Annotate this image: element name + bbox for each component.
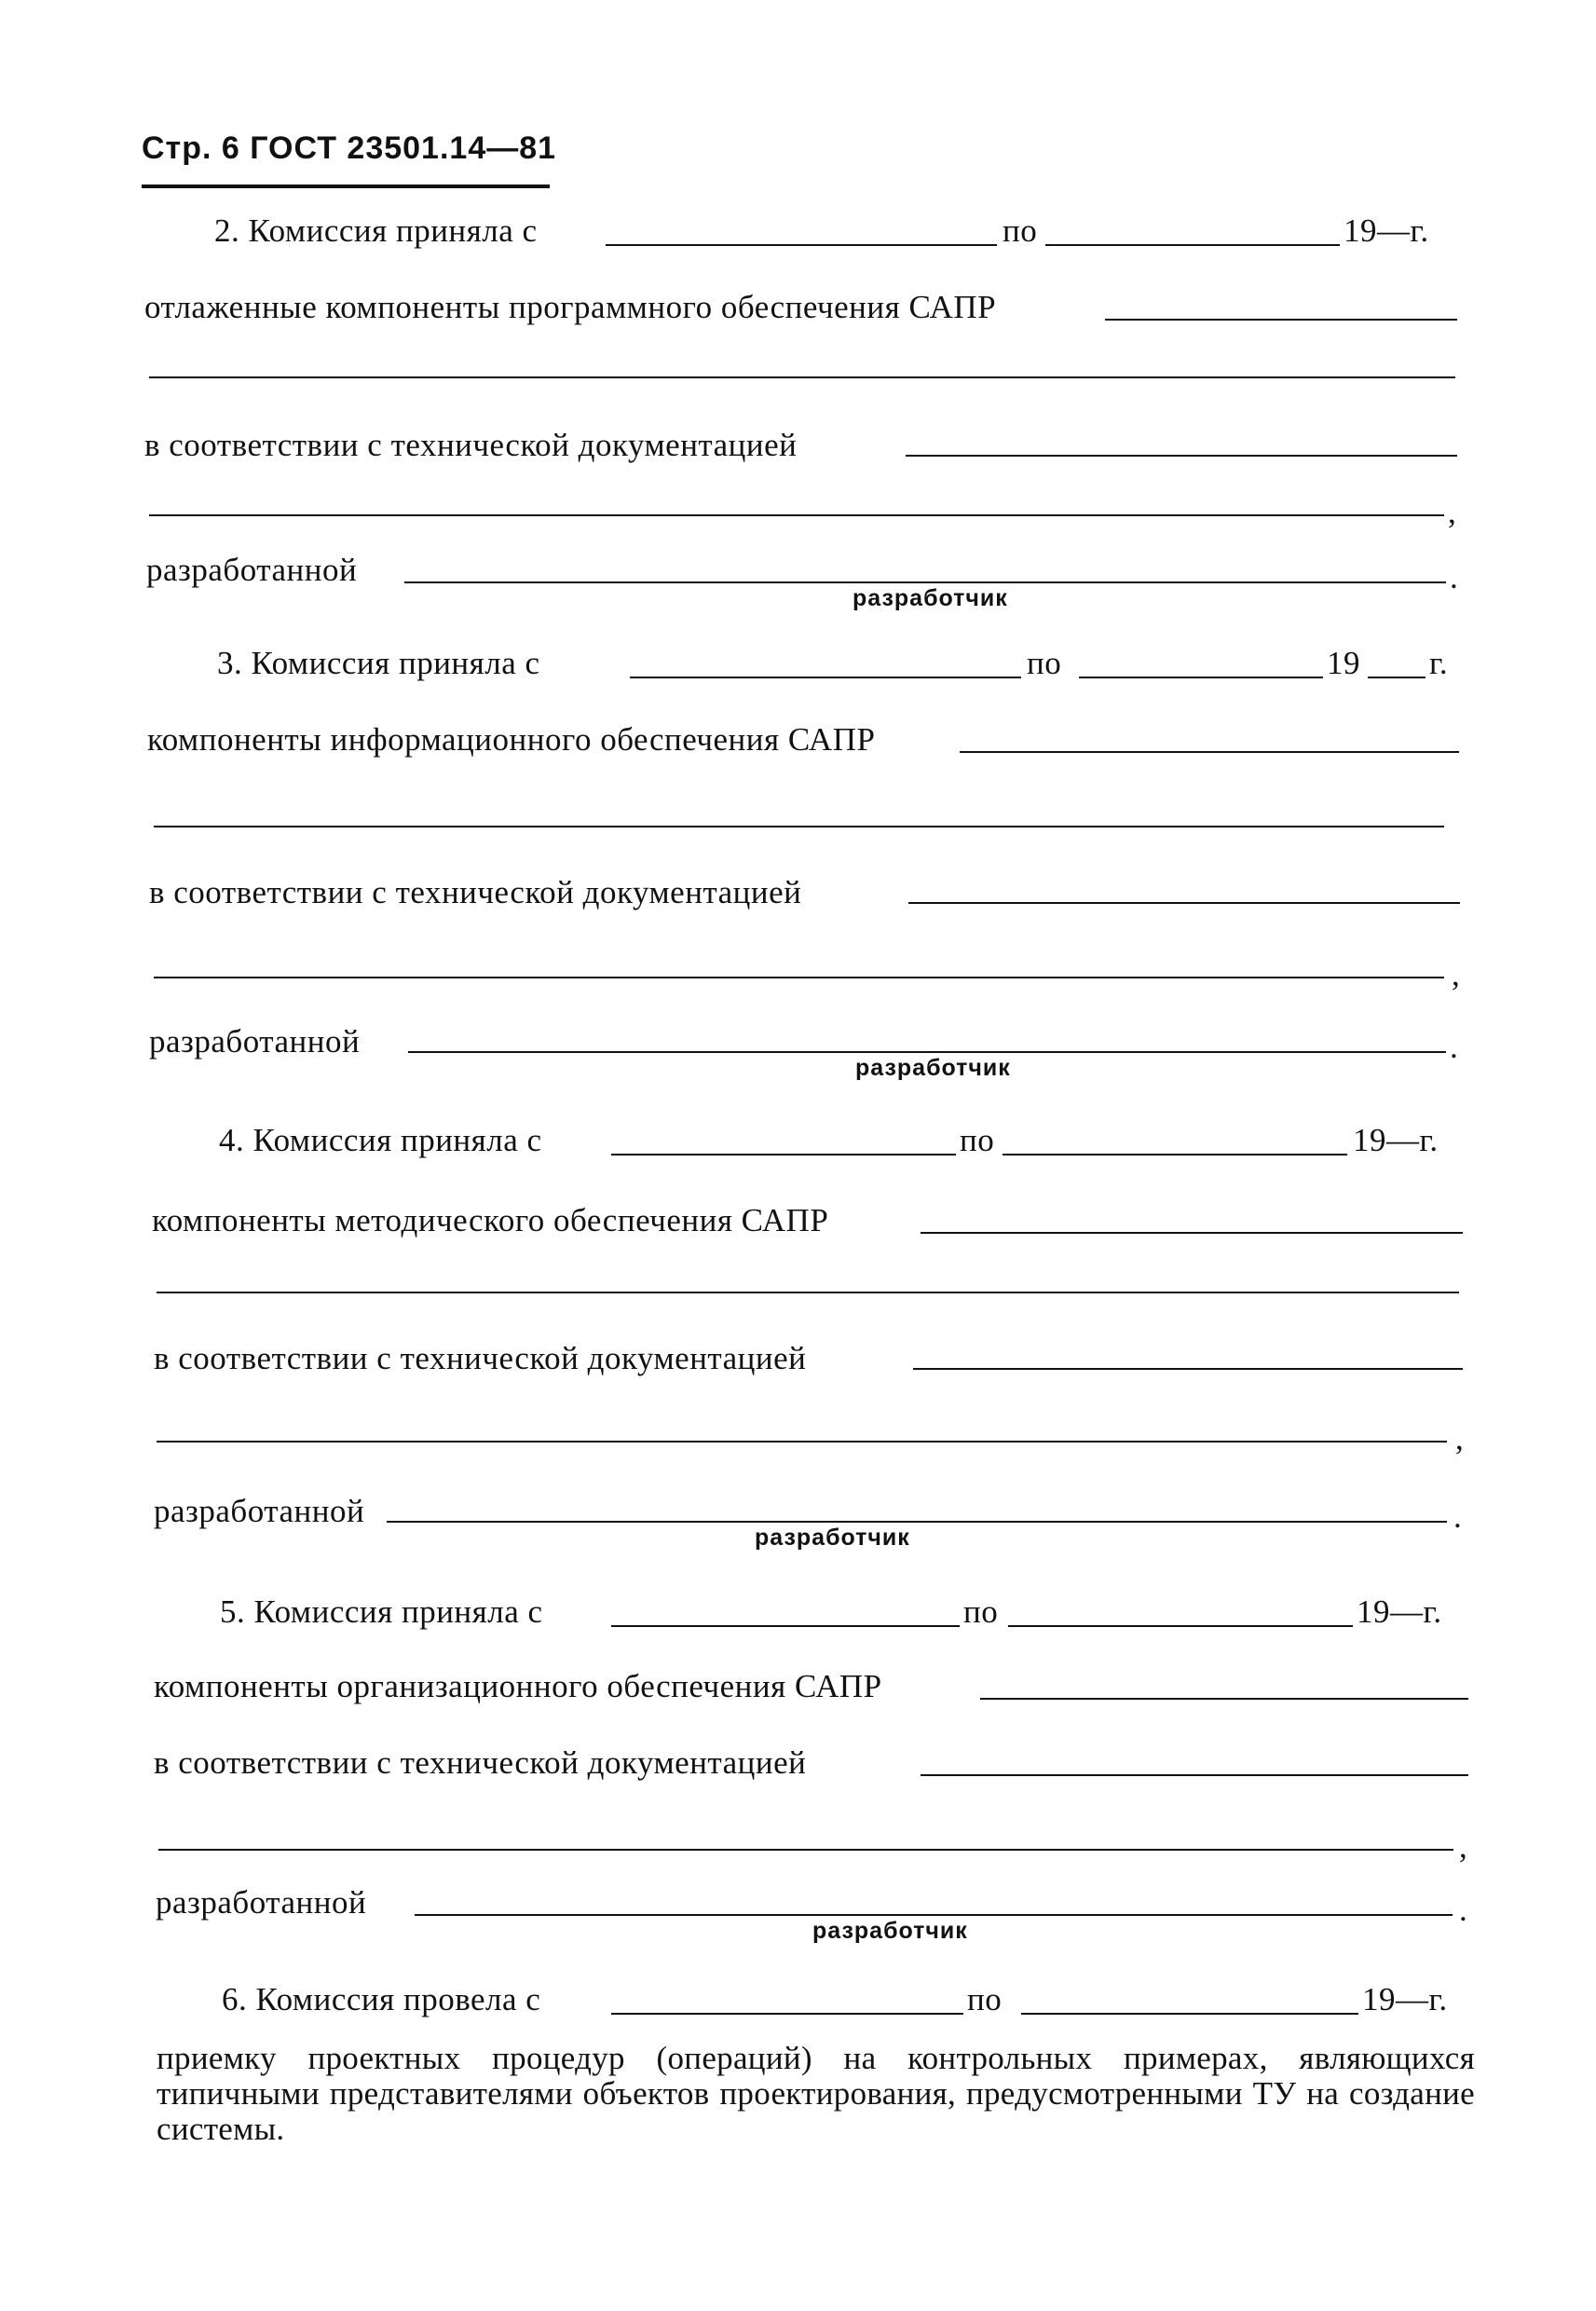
item-5-developer-caption: разработчик (812, 1918, 968, 1944)
item-5-subject-field[interactable] (980, 1698, 1468, 1700)
item-6-closing-paragraph: приемку проектных процедур (операций) на контрольных примерах, являющихся типичными представителями объектов проектирования, предусмотренными ТУ на создание системы. (157, 2040, 1475, 2147)
item-2-comma: , (1448, 494, 1457, 530)
item-6-po: по (967, 1981, 1003, 2017)
item-6-from-date-field[interactable] (611, 2013, 963, 2015)
item-5-docs-field-2[interactable] (158, 1849, 1453, 1851)
item-4-lead: 4. Комиссия приняла с (219, 1122, 542, 1158)
item-2-subject-field[interactable] (1105, 319, 1457, 321)
item-4-period: . (1453, 1498, 1463, 1535)
item-6-to-date-field[interactable] (1021, 2013, 1358, 2015)
item-4-accordance: в соответствии с технической документацией (154, 1340, 807, 1376)
item-4-subject: компоненты методического обеспечения САПР (152, 1202, 829, 1238)
item-3-to-date-field[interactable] (1079, 677, 1323, 678)
item-2-period: . (1450, 559, 1459, 595)
item-4-docs-field[interactable] (913, 1368, 1463, 1370)
header-rule (142, 185, 550, 188)
item-3-subject-field-2[interactable] (154, 826, 1444, 827)
item-2-subject-field-2[interactable] (149, 376, 1455, 378)
item-5-accordance: в соответствии с технической документацией (154, 1744, 807, 1781)
item-3-developed: разработанной (149, 1023, 361, 1060)
item-4-year: 19—г. (1353, 1122, 1439, 1158)
item-5-po: по (963, 1593, 999, 1630)
item-3-comma: , (1452, 956, 1461, 992)
item-3-developer-caption: разработчик (855, 1055, 1011, 1081)
item-2-developer-field[interactable] (404, 581, 1446, 583)
item-4-po: по (960, 1122, 995, 1158)
item-5-to-date-field[interactable] (1008, 1625, 1353, 1627)
item-3-period: . (1450, 1029, 1459, 1065)
item-3-accordance: в соответствии с технической документацией (149, 874, 802, 910)
item-4-subject-field[interactable] (921, 1232, 1463, 1234)
item-4-developed: разработанной (154, 1493, 365, 1529)
item-4-developer-field[interactable] (387, 1521, 1447, 1523)
item-6-year: 19—г. (1362, 1981, 1448, 2017)
item-3-docs-field[interactable] (908, 902, 1460, 904)
item-5-subject: компоненты организационного обеспечения САПР (154, 1668, 882, 1704)
item-4-from-date-field[interactable] (611, 1154, 956, 1156)
item-4-comma: , (1455, 1420, 1465, 1456)
item-3-lead: 3. Комиссия приняла с (217, 645, 540, 681)
item-2-developed: разработанной (146, 552, 358, 588)
item-2-po: по (1003, 212, 1038, 249)
item-2-subject: отлаженные компоненты программного обеспечения САПР (144, 289, 997, 325)
item-5-period: . (1459, 1892, 1468, 1928)
item-3-subject: компоненты информационного обеспечения САПР (147, 721, 876, 758)
item-5-year: 19—г. (1357, 1593, 1442, 1630)
item-6-lead: 6. Комиссия провела с (222, 1981, 541, 2017)
item-5-docs-field[interactable] (921, 1774, 1468, 1776)
item-2-accordance: в соответствии с технической документацией (144, 427, 798, 463)
item-3-from-date-field[interactable] (630, 677, 1021, 678)
item-5-from-date-field[interactable] (611, 1625, 960, 1627)
item-4-developer-caption: разработчик (755, 1525, 910, 1551)
item-4-docs-field-2[interactable] (157, 1441, 1447, 1443)
item-2-from-date-field[interactable] (606, 244, 997, 246)
item-5-comma: , (1459, 1828, 1468, 1865)
item-2-lead: 2. Комиссия приняла с (214, 212, 538, 249)
item-5-developer-field[interactable] (415, 1914, 1453, 1916)
item-3-year: 19 (1327, 645, 1360, 681)
item-4-subject-field-2[interactable] (157, 1292, 1459, 1293)
item-3-docs-field-2[interactable] (154, 977, 1444, 978)
item-3-year-field[interactable] (1368, 677, 1425, 678)
item-4-to-date-field[interactable] (1003, 1154, 1347, 1156)
item-2-to-date-field[interactable] (1045, 244, 1340, 246)
item-5-lead: 5. Комиссия приняла с (220, 1593, 543, 1630)
item-2-docs-field-2[interactable] (149, 514, 1444, 516)
item-2-developer-caption: разработчик (853, 585, 1008, 611)
item-3-year-suffix: г. (1429, 645, 1449, 681)
item-5-developed: разработанной (156, 1884, 367, 1921)
item-3-developer-field[interactable] (408, 1051, 1446, 1053)
item-3-subject-field[interactable] (960, 751, 1459, 753)
item-2-docs-field[interactable] (906, 455, 1457, 457)
page-header: Стр. 6 ГОСТ 23501.14—81 (142, 130, 557, 166)
item-3-po: по (1027, 645, 1062, 681)
item-2-year: 19—г. (1344, 212, 1429, 249)
